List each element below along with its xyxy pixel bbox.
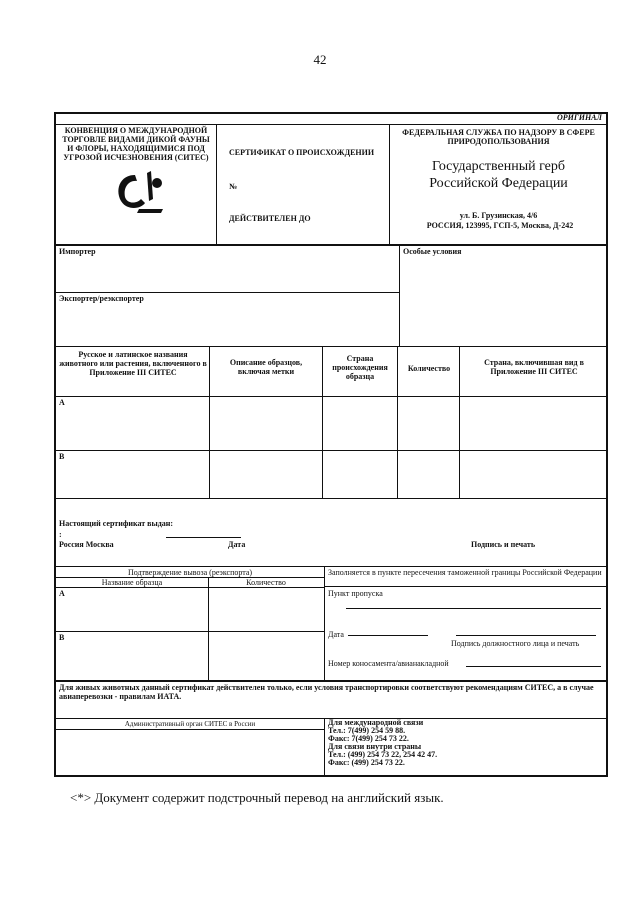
sample-row-b: B xyxy=(59,633,65,642)
bill-number-label: Номер коносамента/авианакладной xyxy=(328,659,449,668)
table-col-1 xyxy=(209,346,210,498)
sample-quantity-header: Количество xyxy=(246,578,286,587)
row-a-label: A xyxy=(59,398,65,407)
agency-name: ФЕДЕРАЛЬНАЯ СЛУЖБА ПО НАДЗОРУ В СФЕРЕ ПРИРОДОПОЛЬЗОВАНИЯ xyxy=(402,128,595,146)
table-row-divider xyxy=(56,450,606,451)
exporter-label: Экспортер/реэкспортер xyxy=(59,294,144,303)
sample-name-header: Название образца xyxy=(101,578,163,587)
certificate-form xyxy=(54,112,608,777)
header-divider-2 xyxy=(389,124,390,244)
border-date-label: Дата xyxy=(328,630,344,639)
column-quantity: Количество xyxy=(407,364,451,373)
footnote: <*> Документ содержит подстрочный перевод на английский язык. xyxy=(70,790,444,805)
page-number: 42 xyxy=(313,52,327,67)
domestic-fax: Факс: (499) 254 73 22. xyxy=(328,758,405,767)
address-line-2: РОССИЯ, 123995, ГСП-5, Москва, Д-242 xyxy=(426,221,574,230)
border-note-line xyxy=(324,586,606,587)
issued-label: Настоящий сертификат выдан: xyxy=(59,519,174,528)
checkpoint-underline xyxy=(346,608,601,609)
table-header-bottom xyxy=(56,396,606,397)
table-col-2 xyxy=(322,346,323,498)
column-description: Описание образцов, включая метки xyxy=(229,358,303,376)
valid-until-label: ДЕЙСТВИТЕЛЕН ДО xyxy=(229,214,311,223)
border-crossing-note: Заполняется в пункте пересечения таможенной границы Российской Федерации xyxy=(328,568,602,577)
signature-stamp-label: Подпись и печать xyxy=(471,540,536,549)
reexport-top-line xyxy=(56,566,606,567)
special-conditions-label: Особые условия xyxy=(403,247,462,256)
coat-of-arms-placeholder: Государственный герб Российской Федерации xyxy=(429,159,568,191)
domestic-phone: Тел.: (499) 254 73 22, 254 42 47. xyxy=(328,750,438,759)
contacts-block xyxy=(328,719,437,767)
importer-label: Импортер xyxy=(59,247,96,256)
header-top-line xyxy=(56,124,606,125)
original-stamp: ОРИГИНАЛ xyxy=(557,113,602,122)
note-top-line xyxy=(56,680,606,682)
cites-logo-icon xyxy=(111,169,171,217)
reexport-confirmation: Подтверждение вывоза (реэкспорта) xyxy=(127,568,253,577)
issued-colon: : xyxy=(59,530,62,539)
column-country-listing: Страна, включившая вид в Приложение III СИТЕС xyxy=(484,358,584,376)
issued-place: Россия Москва xyxy=(59,540,114,549)
convention-title: КОНВЕНЦИЯ О МЕЖДУНАРОДНОЙ ТОРГОВЛЕ ВИДАМИ ДИКОЙ ФАУНЫ И ФЛОРЫ, НАХОДЯЩИМИСЯ ПОД УГРОЗОЙ ИСЧЕЗНОВЕНИЯ (СИТЕС) xyxy=(62,126,210,162)
header-divider-1 xyxy=(216,124,217,244)
sample-row-divider xyxy=(56,631,324,632)
header-bottom-line xyxy=(56,244,606,246)
issued-underline xyxy=(166,537,241,538)
live-animals-note: Для живых животных данный сертификат действителен только, если условия транспортировки соответствуют рекомендациям СИТЕС, а в случае авиаперевозки - правилам ИАТА. xyxy=(59,683,594,701)
intl-fax: Факс: 7(499) 254 73 22. xyxy=(328,734,409,743)
number-label: № xyxy=(229,182,238,191)
certificate-title: СЕРТИФИКАТ О ПРОИСХОЖДЕНИИ xyxy=(229,148,375,157)
official-signature-underline xyxy=(456,635,596,636)
column-origin: Страна происхождения образца xyxy=(332,354,388,381)
table-col-3 xyxy=(397,346,398,498)
intl-phone: Тел.: 7(499) 254 59 88. xyxy=(328,726,406,735)
authority-label: Административный орган СИТЕС в России xyxy=(124,720,256,728)
bill-number-underline xyxy=(466,666,601,667)
intl-contact-header: Для международной связи xyxy=(328,718,424,727)
authority-underline xyxy=(56,729,324,730)
row-b-label: B xyxy=(59,452,65,461)
table-bottom-line xyxy=(56,498,606,499)
sample-col-divider xyxy=(208,577,209,680)
official-signature-label: Подпись должностного лица и печать xyxy=(451,639,580,648)
reexport-divider xyxy=(324,566,325,680)
table-col-4 xyxy=(459,346,460,498)
sample-row-a: A xyxy=(59,589,65,598)
authority-divider xyxy=(324,718,325,777)
date-label: Дата xyxy=(228,540,246,549)
address-line-1: ул. Б. Грузинская, 4/6 xyxy=(459,211,538,220)
border-date-underline xyxy=(348,635,428,636)
column-names: Русское и латинское названия животного или растения, включенного в Приложение III СИТЕС xyxy=(59,350,207,377)
table-top-line xyxy=(56,346,606,347)
importer-divider xyxy=(399,244,400,346)
domestic-contact-header: Для связи внутри страны xyxy=(328,742,422,751)
importer-exporter-line xyxy=(56,292,399,293)
sample-header-bottom xyxy=(56,587,324,588)
checkpoint-label: Пункт пропуска xyxy=(328,589,383,598)
